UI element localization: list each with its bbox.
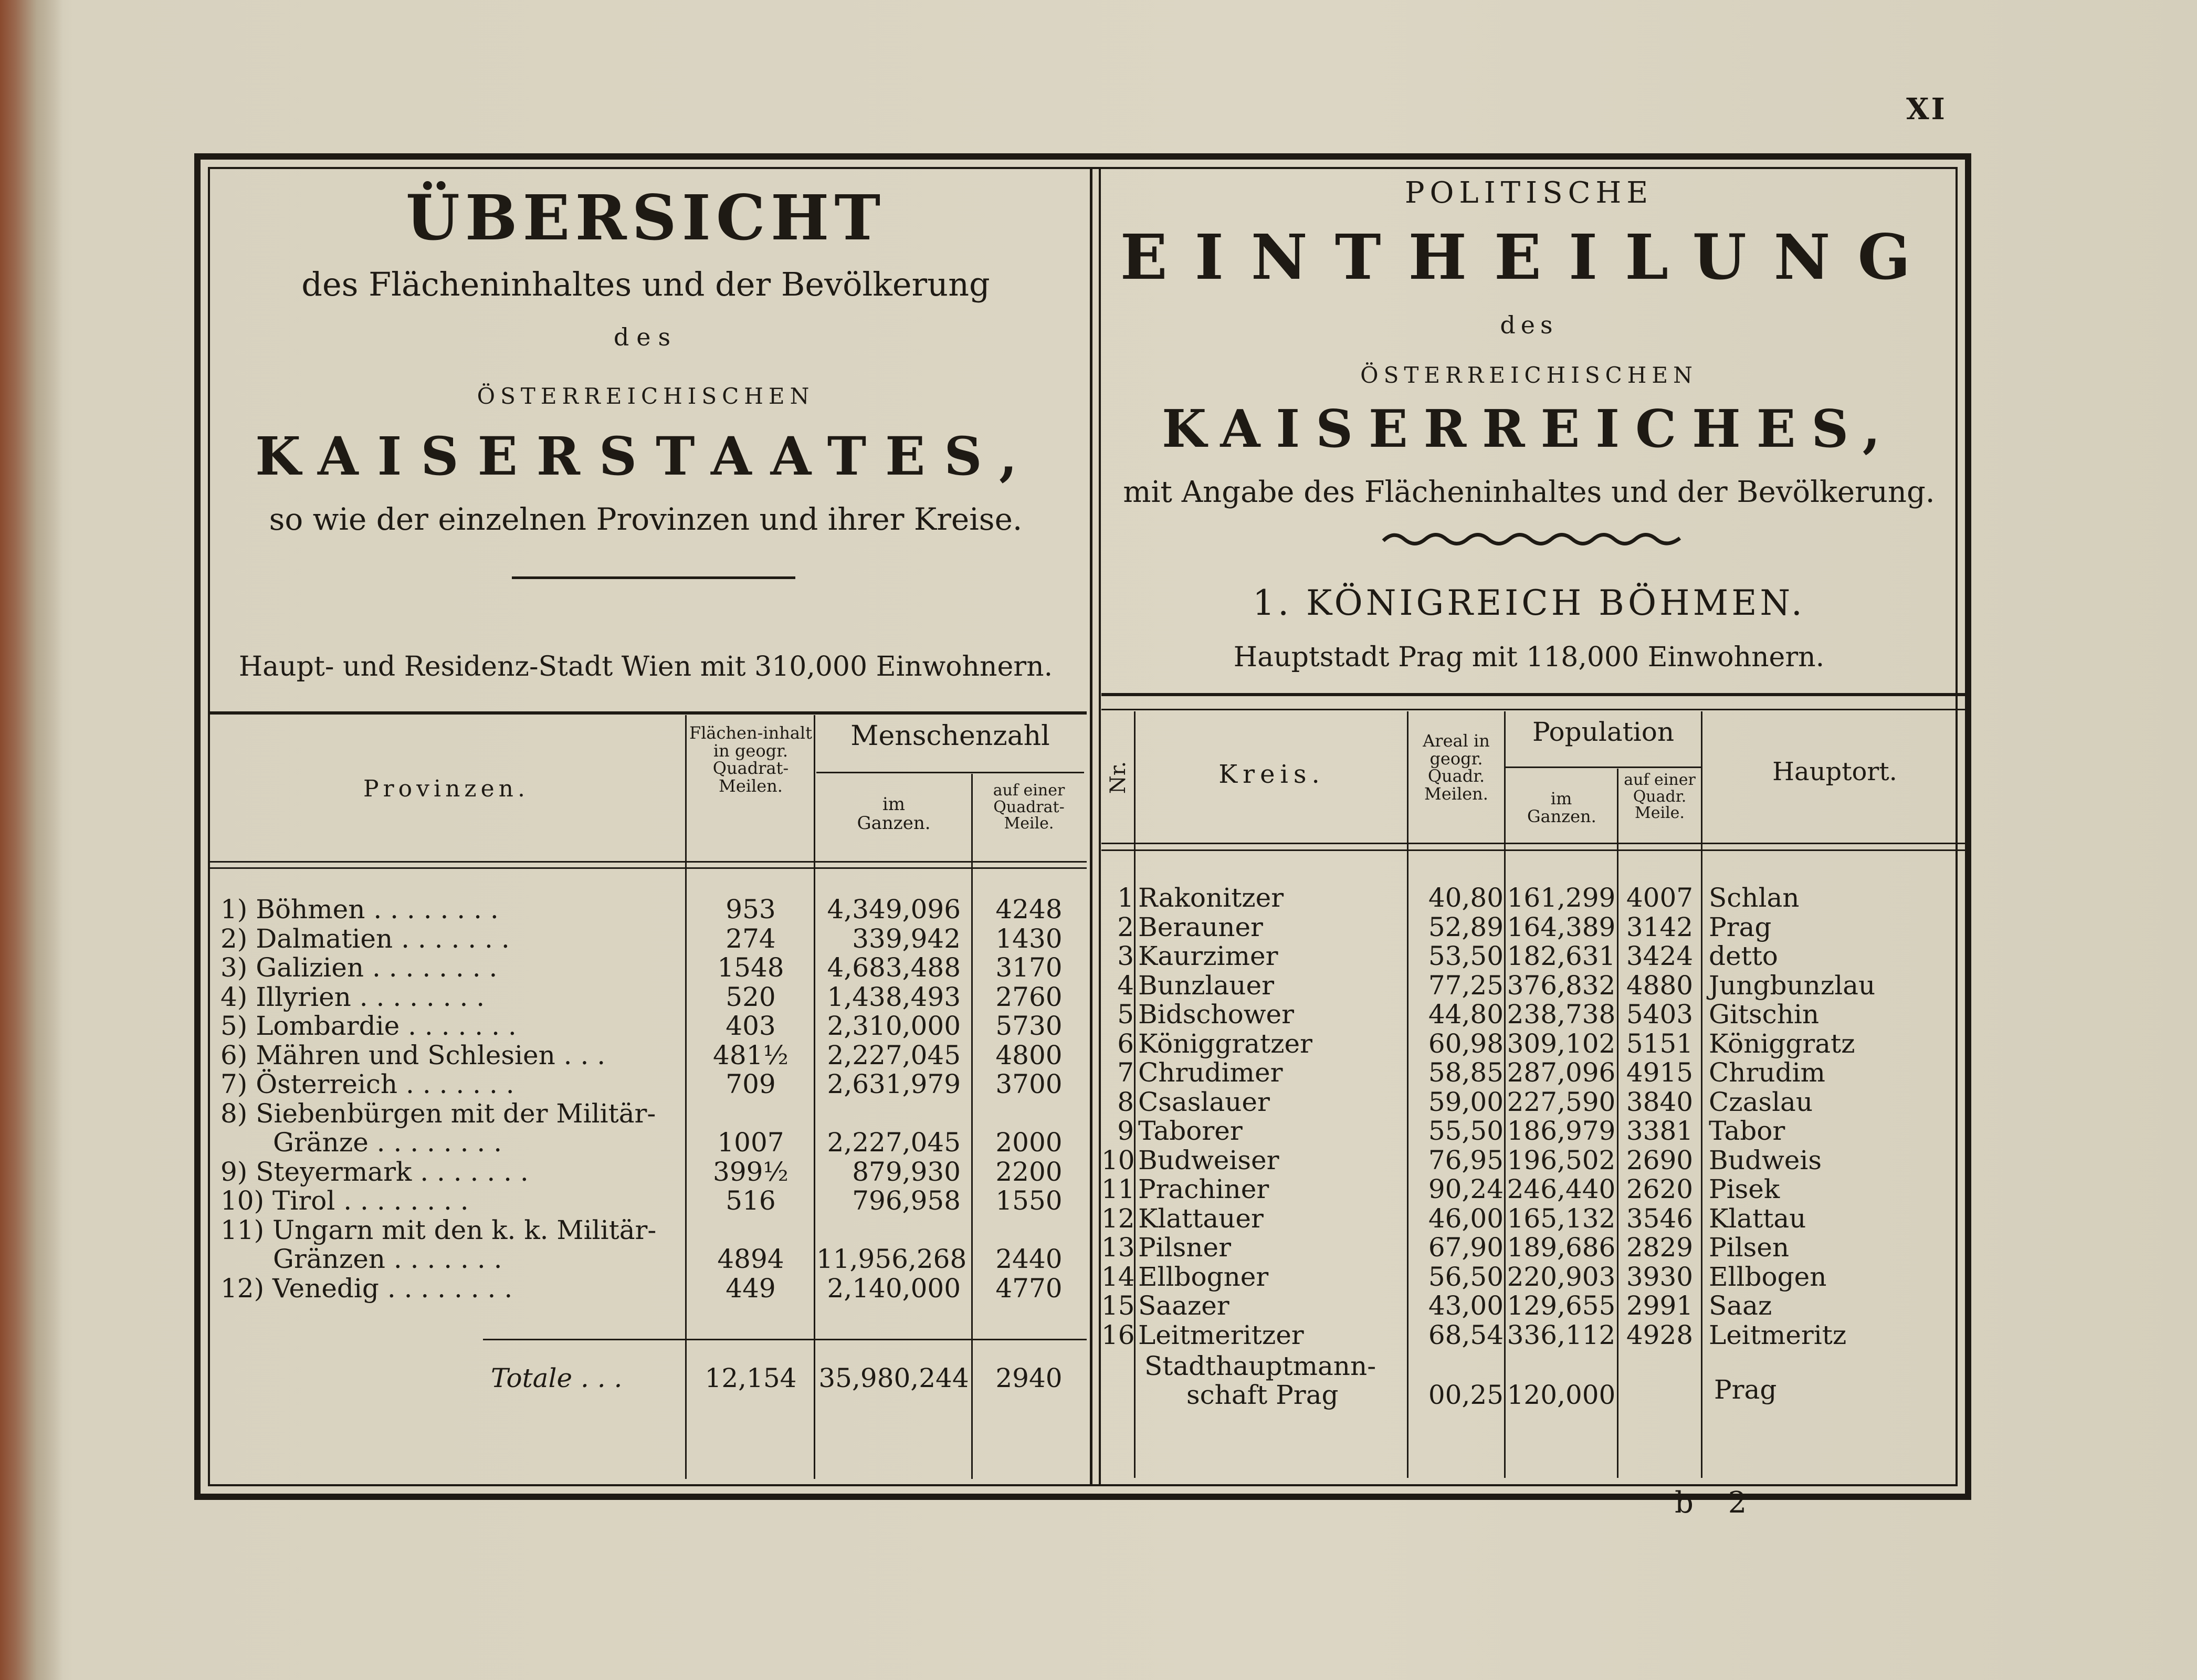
right-header-rule — [1101, 843, 1968, 844]
right-row-total: 238,738 — [1507, 999, 1616, 1030]
left-row-area: 1007 — [717, 1127, 784, 1158]
right-row-kreis: Budweiser — [1138, 1144, 1279, 1175]
left-header-total: im Ganzen. — [857, 794, 931, 834]
left-row-name: 12) Venedig . . . . . . . . — [220, 1273, 513, 1304]
right-extra-areal: 00,25 — [1428, 1380, 1504, 1410]
left-row-per: 2760 — [995, 981, 1063, 1012]
right-row-total: 309,102 — [1507, 1028, 1616, 1059]
right-extra-total: 120,000 — [1507, 1380, 1616, 1410]
right-row-kreis: Pilsner — [1138, 1232, 1231, 1263]
right-row-nr: 16 — [1101, 1319, 1135, 1350]
left-row-total: 2,631,979 — [827, 1069, 961, 1099]
right-row-nr: 4 — [1117, 970, 1134, 1001]
left-row-per: 2440 — [995, 1244, 1063, 1274]
right-row-ort: Leitmeritz — [1709, 1319, 1847, 1350]
left-subtitle-1: des Flächeninhaltes und der Bevölkerung — [301, 265, 990, 303]
right-row-nr: 3 — [1117, 941, 1134, 971]
left-row-name: 8) Siebenbürgen mit der Militär- — [220, 1098, 656, 1129]
left-col-divider-1 — [685, 715, 687, 1479]
right-population-rule — [1504, 766, 1701, 768]
right-row-kreis: Prachiner — [1138, 1174, 1269, 1204]
left-row-area: 953 — [726, 894, 776, 925]
right-row-areal: 68,54 — [1428, 1319, 1504, 1350]
right-row-areal: 90,24 — [1428, 1174, 1504, 1204]
left-row-name: 6) Mähren und Schlesien . . . — [220, 1040, 606, 1070]
right-row-areal: 40,80 — [1428, 883, 1504, 913]
right-row-total: 220,903 — [1507, 1261, 1616, 1292]
right-row-areal: 60,98 — [1428, 1028, 1504, 1059]
right-row-nr: 7 — [1117, 1057, 1134, 1088]
left-title-rule — [512, 576, 795, 579]
right-row-ort: Pilsen — [1709, 1232, 1790, 1263]
right-row-kreis: Bidschower — [1138, 999, 1294, 1030]
right-row-nr: 14 — [1101, 1261, 1135, 1292]
left-row-name: 7) Österreich . . . . . . . — [220, 1069, 514, 1099]
left-row-area: 449 — [726, 1273, 776, 1304]
right-row-kreis: Klattauer — [1138, 1203, 1264, 1234]
right-row-ort: Gitschin — [1709, 999, 1820, 1030]
center-divider-inner — [1099, 169, 1101, 1484]
right-row-nr: 2 — [1117, 911, 1134, 942]
right-row-ort: Klattau — [1709, 1203, 1806, 1234]
right-row-nr: 9 — [1117, 1116, 1134, 1146]
right-row-nr: 15 — [1101, 1290, 1135, 1321]
right-row-areal: 58,85 — [1428, 1057, 1504, 1088]
right-row-areal: 67,90 — [1428, 1232, 1504, 1263]
right-extra-kreis-2: schaft Prag — [1186, 1380, 1339, 1410]
right-row-total: 246,440 — [1507, 1174, 1616, 1204]
left-row-total: 2,310,000 — [827, 1011, 961, 1041]
right-row-areal: 76,95 — [1428, 1144, 1504, 1175]
left-row-name: 11) Ungarn mit den k. k. Militär- — [220, 1214, 657, 1245]
right-row-kreis: Saazer — [1138, 1290, 1229, 1321]
left-row-area: 4894 — [717, 1244, 784, 1274]
right-row-areal: 46,00 — [1428, 1203, 1504, 1234]
right-subtitle-4: mit Angabe des Flächeninhaltes und der Bevölkerung. — [1123, 475, 1935, 509]
right-row-kreis: Rakonitzer — [1138, 883, 1284, 913]
right-title-2: EINTHEILUNG — [1120, 220, 1938, 293]
left-row-area: 709 — [726, 1069, 776, 1099]
left-row-name: 10) Tirol . . . . . . . . — [220, 1185, 469, 1216]
left-row-name: 4) Illyrien . . . . . . . . — [220, 981, 485, 1012]
right-header-total: im Ganzen. — [1527, 789, 1596, 826]
right-row-per: 4928 — [1626, 1319, 1694, 1350]
right-row-areal: 44,80 — [1428, 999, 1504, 1030]
left-row-total: 339,942 — [852, 923, 961, 954]
left-row-total: 2,227,045 — [827, 1127, 961, 1158]
right-row-nr: 6 — [1117, 1028, 1134, 1059]
right-col-divider-2 — [1504, 711, 1506, 1478]
left-row-total: 4,683,488 — [827, 952, 961, 983]
right-row-total: 196,502 — [1507, 1144, 1616, 1175]
right-row-total: 186,979 — [1507, 1116, 1616, 1146]
right-row-kreis: Chrudimer — [1138, 1057, 1283, 1088]
right-row-kreis: Ellbogner — [1138, 1261, 1269, 1292]
right-row-per: 4915 — [1626, 1057, 1694, 1088]
right-row-ort: Jungbunzlau — [1709, 970, 1876, 1001]
right-row-nr: 1 — [1117, 883, 1134, 913]
center-divider — [1090, 169, 1092, 1484]
right-row-total: 227,590 — [1507, 1086, 1616, 1117]
left-row-per: 4800 — [995, 1040, 1063, 1070]
left-row-name: Gränzen . . . . . . . — [273, 1244, 502, 1274]
right-row-ort: Czaslau — [1709, 1086, 1813, 1117]
right-row-ort: Budweis — [1709, 1144, 1822, 1175]
right-row-areal: 52,89 — [1428, 911, 1504, 942]
right-col-divider-1 — [1407, 711, 1408, 1478]
left-row-per: 3170 — [995, 952, 1063, 983]
left-table-top-rule — [210, 711, 1087, 715]
signature-mark: b 2 — [1675, 1486, 1760, 1520]
left-header-provinces: Provinzen. — [363, 775, 529, 802]
left-totals-rule — [483, 1339, 1087, 1340]
right-col-divider-nr — [1134, 711, 1136, 1478]
right-row-per: 3381 — [1626, 1116, 1694, 1146]
left-row-per: 2200 — [995, 1156, 1063, 1187]
left-row-name: 5) Lombardie . . . . . . . — [220, 1011, 517, 1041]
right-row-ort: Prag — [1709, 911, 1772, 942]
left-row-name: 3) Galizien . . . . . . . . — [220, 952, 498, 983]
right-header-kreis: Kreis. — [1218, 760, 1325, 789]
right-row-ort: Tabor — [1709, 1116, 1785, 1146]
left-row-total: 879,930 — [852, 1156, 961, 1187]
right-row-per: 2991 — [1626, 1290, 1694, 1321]
left-row-total: 4,349,096 — [827, 894, 961, 925]
left-row-per: 4248 — [995, 894, 1063, 925]
right-col-divider-4 — [1701, 711, 1702, 1478]
right-subtitle-1: des — [1500, 311, 1558, 339]
left-row-name: 9) Steyermark . . . . . . . — [220, 1156, 529, 1187]
left-totals-per: 2940 — [995, 1363, 1063, 1393]
left-row-total: 796,958 — [852, 1185, 961, 1216]
right-row-total: 129,655 — [1507, 1290, 1616, 1321]
right-row-ort: Pisek — [1709, 1174, 1780, 1204]
right-subtitle-2: ÖSTERREICHISCHEN — [1360, 362, 1698, 388]
left-row-per: 3700 — [995, 1069, 1063, 1099]
right-row-per: 3142 — [1626, 911, 1694, 942]
left-row-area: 274 — [726, 923, 776, 954]
right-row-per: 5151 — [1626, 1028, 1694, 1059]
left-row-per: 1430 — [995, 923, 1063, 954]
left-header-per-mile: auf einer Quadrat-Meile. — [993, 781, 1065, 833]
left-row-total: 1,438,493 — [827, 981, 961, 1012]
right-row-total: 165,132 — [1507, 1203, 1616, 1234]
right-row-total: 164,389 — [1507, 911, 1616, 942]
right-extra-ort: Prag — [1714, 1374, 1777, 1405]
right-header-population: Population — [1532, 717, 1675, 747]
right-row-kreis: Csaslauer — [1138, 1086, 1270, 1117]
right-row-total: 287,096 — [1507, 1057, 1616, 1088]
right-row-per: 3840 — [1626, 1086, 1694, 1117]
right-row-per: 5403 — [1626, 999, 1694, 1030]
book-spine — [0, 0, 63, 1680]
left-row-area: 516 — [726, 1185, 776, 1216]
right-row-ort: Chrudim — [1709, 1057, 1825, 1088]
right-row-nr: 8 — [1117, 1086, 1134, 1117]
right-row-ort: Ellbogen — [1709, 1261, 1827, 1292]
right-row-areal: 53,50 — [1428, 941, 1504, 971]
right-row-ort: Schlan — [1709, 883, 1800, 913]
left-row-area: 1548 — [717, 952, 784, 983]
left-row-per: 5730 — [995, 1011, 1063, 1041]
left-row-name: 2) Dalmatien . . . . . . . — [220, 923, 510, 954]
right-row-per: 2620 — [1626, 1174, 1694, 1204]
right-row-areal: 43,00 — [1428, 1290, 1504, 1321]
right-row-per: 2829 — [1626, 1232, 1694, 1263]
left-title: ÜBERSICHT — [405, 181, 886, 254]
right-row-total: 376,832 — [1507, 970, 1616, 1001]
right-row-total: 336,112 — [1507, 1319, 1616, 1350]
right-header-hauptort: Hauptort. — [1772, 757, 1897, 786]
left-header-rule — [210, 861, 1087, 863]
right-row-per: 4880 — [1626, 970, 1694, 1001]
left-header-people: Menschenzahl — [850, 720, 1050, 752]
left-row-total: 2,227,045 — [827, 1040, 961, 1070]
left-row-area: 481½ — [713, 1040, 789, 1070]
left-subtitle-3: ÖSTERREICHISCHEN — [477, 383, 815, 409]
right-col-divider-3 — [1617, 769, 1618, 1478]
left-header-rule-2 — [210, 867, 1087, 869]
right-row-per: 4007 — [1626, 883, 1694, 913]
wavy-rule-ornament — [1381, 528, 1685, 549]
right-row-nr: 5 — [1117, 999, 1134, 1030]
right-row-ort: Saaz — [1709, 1290, 1772, 1321]
right-extra-kreis-1: Stadthauptmann- — [1144, 1351, 1376, 1381]
left-row-total: 2,140,000 — [827, 1273, 961, 1304]
right-table-top-rule — [1101, 693, 1968, 696]
right-header-per: auf einer Quadr. Meile. — [1624, 771, 1696, 822]
right-row-ort: Königgratz — [1709, 1028, 1855, 1059]
right-title-1: POLITISCHE — [1404, 176, 1654, 210]
left-row-total: 11,956,268 — [816, 1244, 967, 1274]
left-row-per: 4770 — [995, 1273, 1063, 1304]
left-col-divider-2 — [814, 715, 815, 1479]
right-row-nr: 11 — [1101, 1174, 1135, 1204]
left-row-area: 399½ — [713, 1156, 789, 1187]
left-totals-label: Totale . . . — [491, 1363, 623, 1393]
right-header-rule-2 — [1101, 849, 1968, 851]
right-section-title: 1. KÖNIGREICH BÖHMEN. — [1253, 583, 1805, 623]
right-row-total: 161,299 — [1507, 883, 1616, 913]
right-row-total: 182,631 — [1507, 941, 1616, 971]
left-totals-area: 12,154 — [705, 1363, 797, 1393]
left-menschenzahl-rule — [816, 772, 1084, 773]
right-row-per: 3546 — [1626, 1203, 1694, 1234]
left-row-area: 520 — [726, 981, 776, 1012]
right-row-kreis: Kaurzimer — [1138, 941, 1278, 971]
left-col-divider-3 — [971, 774, 973, 1479]
page-number: XI — [1906, 92, 1947, 127]
right-row-kreis: Königgratzer — [1138, 1028, 1312, 1059]
right-row-nr: 13 — [1101, 1232, 1135, 1263]
left-row-per: 2000 — [995, 1127, 1063, 1158]
right-subtitle-3: KAISERREICHES, — [1162, 399, 1896, 459]
left-row-area: 403 — [726, 1011, 776, 1041]
right-row-areal: 59,00 — [1428, 1086, 1504, 1117]
right-row-kreis: Taborer — [1138, 1116, 1243, 1146]
right-row-total: 189,686 — [1507, 1232, 1616, 1263]
right-row-kreis: Bunzlauer — [1138, 970, 1274, 1001]
right-row-areal: 56,50 — [1428, 1261, 1504, 1292]
left-row-name: Gränze . . . . . . . . — [273, 1127, 502, 1158]
right-row-nr: 12 — [1101, 1203, 1135, 1234]
left-subtitle-4: KAISERSTAATES, — [255, 425, 1036, 487]
right-header-nr: Nr. — [1106, 761, 1130, 794]
left-header-area: Flächen-inhalt in geogr. Quadrat-Meilen. — [689, 723, 813, 796]
left-totals-total: 35,980,244 — [818, 1363, 969, 1393]
right-row-areal: 55,50 — [1428, 1116, 1504, 1146]
right-table-top-rule-2 — [1101, 709, 1968, 710]
right-capital-line: Hauptstadt Prag mit 118,000 Einwohnern. — [1233, 642, 1825, 673]
right-row-nr: 10 — [1101, 1144, 1135, 1175]
right-row-per: 3424 — [1626, 941, 1694, 971]
left-subtitle-5: so wie der einzelnen Provinzen und ihrer Kreise. — [269, 501, 1023, 537]
right-row-kreis: Berauner — [1138, 911, 1263, 942]
left-row-name: 1) Böhmen . . . . . . . . — [220, 894, 499, 925]
right-row-areal: 77,25 — [1428, 970, 1504, 1001]
right-row-ort: detto — [1709, 941, 1778, 971]
right-row-kreis: Leitmeritzer — [1138, 1319, 1304, 1350]
right-row-per: 3930 — [1626, 1261, 1694, 1292]
right-row-per: 2690 — [1626, 1144, 1694, 1175]
left-subtitle-2: des — [613, 323, 678, 351]
left-row-per: 1550 — [995, 1185, 1063, 1216]
right-header-areal: Areal in geogr. Quadr. Meilen. — [1423, 731, 1490, 804]
left-capital-line: Haupt- und Residenz-Stadt Wien mit 310,000 Einwohnern. — [238, 651, 1053, 682]
